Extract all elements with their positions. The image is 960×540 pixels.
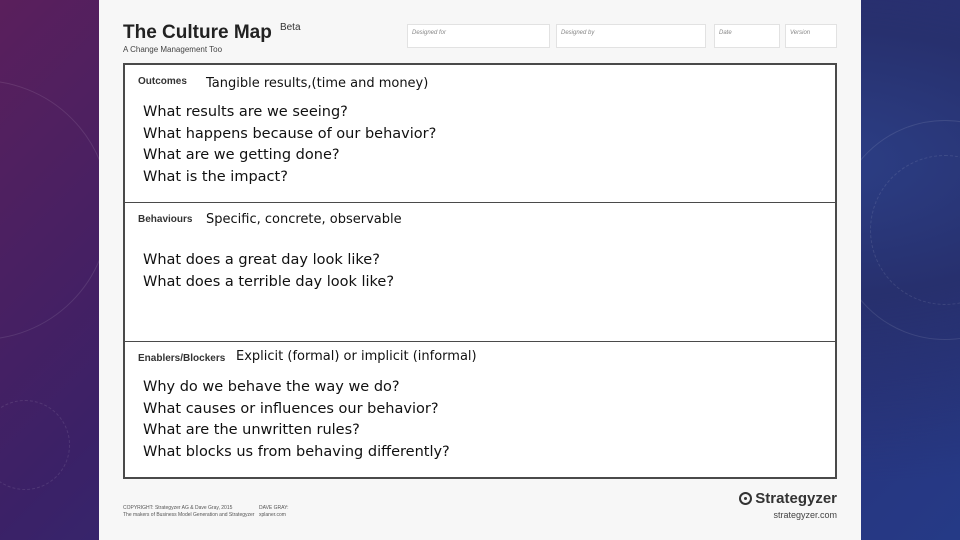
section-description: Specific, concrete, observable <box>206 212 402 227</box>
section-label: Outcomes <box>138 76 187 87</box>
brand-block <box>739 490 837 520</box>
section-description: Tangible results,(time and money) <box>206 76 429 91</box>
map-canvas <box>123 63 837 479</box>
version-field[interactable]: Version <box>785 24 837 48</box>
question-item: What does a terrible day look like? <box>143 273 395 290</box>
question-item: Why do we behave the way we do? <box>143 379 400 395</box>
section-enablers-blockers[interactable] <box>125 342 835 477</box>
question-item: What blocks us from behaving differently? <box>143 443 450 460</box>
page-title: The Culture Map <box>123 22 272 43</box>
date-field[interactable]: Date <box>714 24 780 48</box>
section-behaviours[interactable] <box>125 203 835 342</box>
section-label: Enablers/Blockers <box>138 353 226 364</box>
copyright-text: COPYRIGHT: Strategyzer AG & Dave Gray, 2015 <box>123 505 233 511</box>
question-item: What are we getting done? <box>143 147 340 163</box>
title-block <box>123 22 301 44</box>
background-circle-decoration <box>0 400 70 490</box>
section-label: Behaviours <box>138 214 193 225</box>
author-subtext: xplaner.com <box>259 512 286 518</box>
page-subtitle: A Change Management Too <box>123 45 223 54</box>
section-outcomes[interactable] <box>125 65 835 203</box>
beta-label: Beta <box>279 22 301 33</box>
brand-name: Strategyzer <box>755 490 837 507</box>
background-circle-decoration <box>0 80 110 340</box>
question-item: What results are we seeing? <box>143 104 348 120</box>
question-list <box>143 102 436 188</box>
question-list <box>143 250 394 293</box>
strategyzer-logo-icon <box>739 492 752 505</box>
question-item: What causes or influences our behavior? <box>143 400 439 417</box>
copyright-subtext: The makers of Business Model Generation and Strategyzer <box>123 512 255 518</box>
author-note <box>259 505 289 519</box>
designed-by-field[interactable]: Designed by <box>556 24 706 48</box>
question-item: What does a great day look like? <box>143 252 380 268</box>
brand-url: strategyzer.com <box>773 510 837 520</box>
culture-map-sheet <box>99 0 861 540</box>
section-description: Explicit (formal) or implicit (informal) <box>236 349 477 364</box>
question-item: What is the impact? <box>143 168 288 185</box>
designed-for-field[interactable]: Designed for <box>407 24 550 48</box>
author-text: DAVE GRAY: <box>259 505 289 511</box>
question-item: What happens because of our behavior? <box>143 125 437 142</box>
copyright-note <box>123 505 254 519</box>
question-list <box>143 377 450 463</box>
brand-logo-wordmark <box>739 490 837 507</box>
question-item: What are the unwritten rules? <box>143 422 360 438</box>
